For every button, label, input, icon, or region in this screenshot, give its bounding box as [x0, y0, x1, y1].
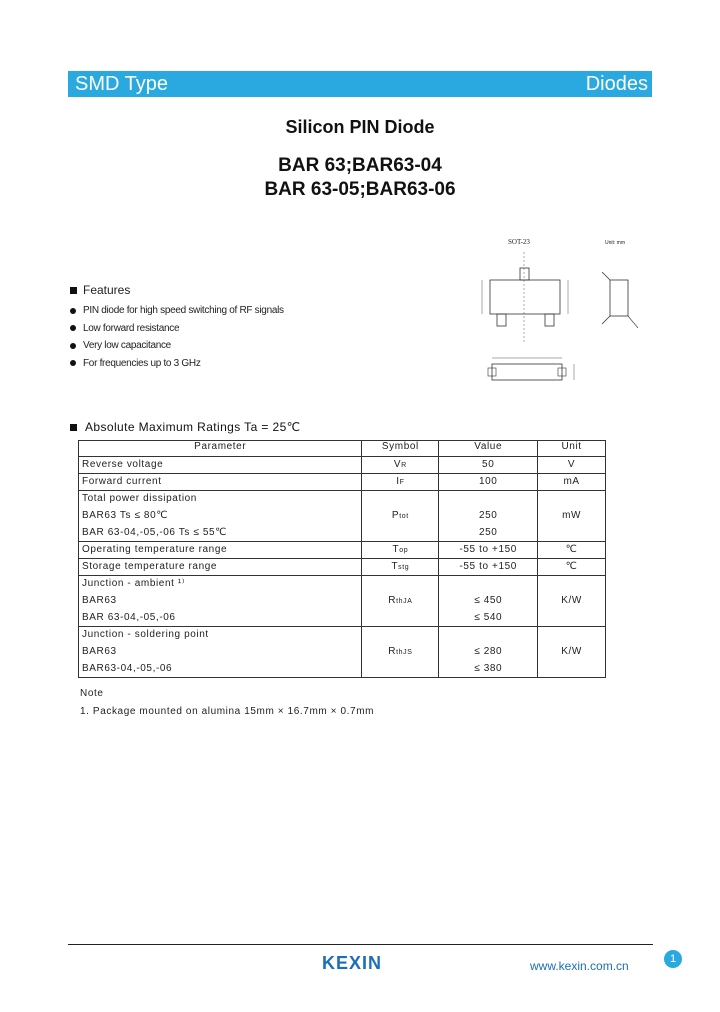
value-cell: ≤ 380 [474, 663, 503, 674]
col-header-parameter: Parameter [79, 441, 362, 457]
bullet-icon [70, 325, 76, 331]
table-row [79, 542, 606, 559]
note-text: 1. Package mounted on alumina 15mm × 16.7mm × 0.7mm [80, 706, 375, 717]
header-category: SMD Type [75, 73, 168, 95]
value-cell: 50 [482, 459, 495, 470]
param-subline: BAR 63-04,-05,-06 Ts ≤ 55℃ [82, 527, 227, 538]
value-cell: -55 to +150 [459, 544, 517, 555]
col-header-value: Value [439, 441, 538, 457]
features-heading [70, 283, 284, 297]
value-cell: ≤ 450 [474, 595, 503, 606]
table-row [79, 576, 606, 627]
value-cell: ≤ 540 [474, 612, 503, 623]
value-cell: 250 [478, 527, 498, 538]
symbol-cell: RthJA [388, 595, 413, 606]
square-bullet-icon [70, 424, 77, 431]
note-label: Note [80, 688, 104, 699]
symbol-cell: Top [392, 544, 409, 555]
value-cell: 250 [478, 510, 498, 521]
header-bar [68, 71, 652, 97]
website-link[interactable]: www.kexin.com.cn [530, 959, 629, 973]
sot23-outline-drawing [470, 232, 660, 417]
table-row [79, 491, 606, 542]
unit-cell: ℃ [565, 544, 578, 555]
unit-cell: V [567, 459, 576, 470]
value-cell: ≤ 280 [474, 646, 503, 657]
param-subline: BAR63 Ts ≤ 80℃ [82, 510, 169, 521]
company-logo: KEXIN [322, 953, 383, 973]
package-drawing [470, 232, 660, 417]
symbol-cell: Tstg [391, 561, 410, 572]
header-type: Diodes [585, 73, 648, 95]
list-item: For frequencies up to 3 GHz [70, 355, 284, 373]
table-header-row [79, 441, 606, 457]
ratings-table [78, 440, 606, 678]
symbol-cell: VR [393, 459, 407, 470]
symbol-cell: Ptot [391, 510, 409, 521]
features-heading-text: Features [83, 283, 131, 297]
list-item: Low forward resistance [70, 320, 284, 338]
param-subline: BAR63 [82, 595, 117, 606]
unit-cell: mA [563, 476, 580, 487]
square-bullet-icon [70, 287, 77, 294]
doc-title: Silicon PIN Diode [285, 117, 435, 137]
param-cell: Storage temperature range [82, 561, 218, 572]
table-row [79, 474, 606, 491]
unit-cell: K/W [561, 646, 582, 657]
bullet-icon [70, 343, 76, 349]
part-numbers-2: BAR 63-05;BAR63-06 [264, 179, 456, 200]
unit-cell: ℃ [565, 561, 578, 572]
symbol-cell: IF [396, 476, 405, 487]
features-list [70, 302, 284, 372]
param-cell: Junction - ambient ¹⁾ [82, 578, 185, 589]
note-section [80, 685, 374, 721]
package-name-label: SOT-23 [508, 238, 530, 246]
footer-divider [68, 944, 653, 945]
features-section [70, 283, 284, 372]
param-cell: Operating temperature range [82, 544, 228, 555]
table-row [79, 559, 606, 576]
table-row [79, 627, 606, 678]
param-cell: Total power dissipation [82, 493, 197, 504]
param-cell: Junction - soldering point [82, 629, 209, 640]
param-cell: Reverse voltage [82, 459, 164, 470]
param-subline: BAR 63-04,-05,-06 [82, 612, 176, 623]
bullet-icon [70, 360, 76, 366]
col-header-symbol: Symbol [362, 441, 439, 457]
part-numbers-1: BAR 63;BAR63-04 [278, 155, 442, 176]
ratings-heading [70, 420, 301, 434]
unit-cell: K/W [561, 595, 582, 606]
table-row [79, 457, 606, 474]
unit-cell: mW [562, 510, 582, 521]
unit-label: Unit: mm [605, 240, 625, 246]
value-cell: -55 to +150 [459, 561, 517, 572]
param-subline: BAR63-04,-05,-06 [82, 663, 173, 674]
list-item: PIN diode for high speed switching of RF signals [70, 302, 284, 320]
param-cell: Forward current [82, 476, 162, 487]
list-item: Very low capacitance [70, 337, 284, 355]
col-header-unit: Unit [538, 441, 606, 457]
ratings-heading-text: Absolute Maximum Ratings Ta = 25℃ [85, 420, 301, 434]
param-subline: BAR63 [82, 646, 117, 657]
page-number-badge: 1 [664, 950, 682, 968]
symbol-cell: RthJS [388, 646, 413, 657]
bullet-icon [70, 308, 76, 314]
value-cell: 100 [478, 476, 498, 487]
